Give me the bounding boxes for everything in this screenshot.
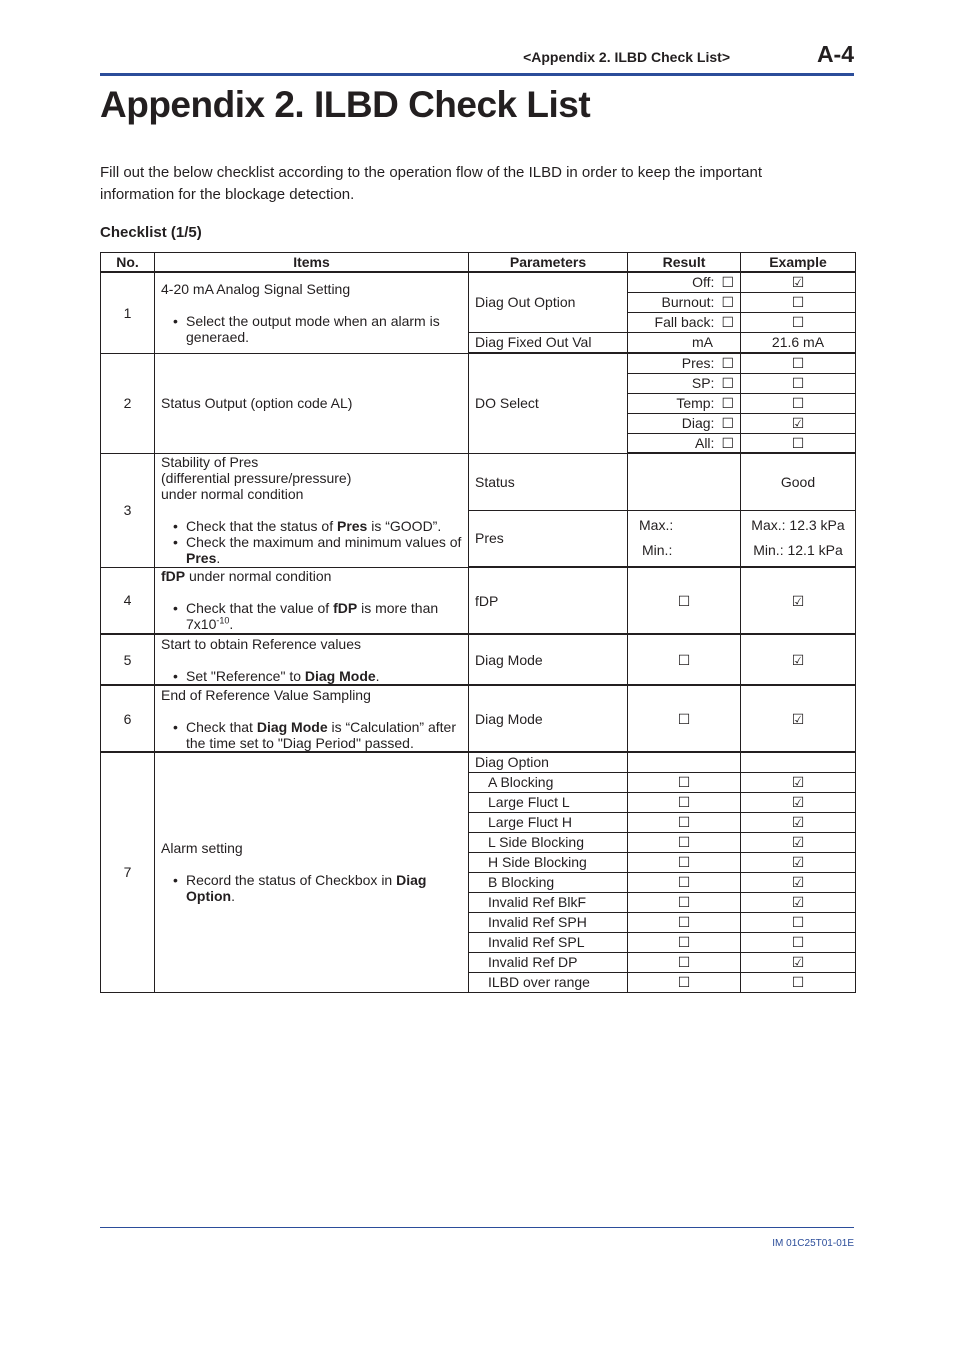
example-value: 21.6 mA bbox=[741, 332, 856, 353]
parameter-name: DO Select bbox=[469, 353, 628, 453]
checkbox-empty-icon[interactable]: ☐ bbox=[628, 567, 741, 634]
option-name: ILBD over range bbox=[469, 972, 628, 992]
min-label: Min.: bbox=[642, 542, 673, 559]
item-heading: End of Reference Value Sampling bbox=[161, 686, 371, 703]
checkbox-empty-icon[interactable]: ☐ bbox=[721, 434, 734, 451]
checkbox-empty-icon[interactable]: ☐ bbox=[721, 274, 734, 291]
example-checked-icon: ☑ bbox=[741, 872, 856, 892]
parameter-name: Diag Mode bbox=[469, 685, 628, 752]
bullet-text bbox=[173, 668, 462, 684]
row-number: 2 bbox=[101, 353, 155, 453]
bullet-text-part: Check the maximum and minimum values of bbox=[186, 534, 462, 550]
parameter-name: Diag Mode bbox=[469, 634, 628, 685]
checkbox-empty-icon[interactable]: ☐ bbox=[628, 912, 741, 932]
example-unchecked-icon: ☐ bbox=[741, 393, 856, 413]
example-unchecked-icon: ☐ bbox=[741, 312, 856, 332]
result-option[interactable] bbox=[628, 433, 741, 453]
item-description bbox=[155, 567, 469, 634]
exponent: -10 bbox=[216, 615, 230, 626]
example-checked-icon: ☑ bbox=[741, 685, 856, 752]
max-label: Max.: bbox=[639, 517, 674, 534]
item-heading: Status Output (option code AL) bbox=[161, 395, 353, 411]
result-option[interactable] bbox=[628, 272, 741, 292]
table-row bbox=[101, 453, 856, 510]
checkbox-empty-icon[interactable]: ☐ bbox=[628, 792, 741, 812]
item-description bbox=[155, 634, 469, 685]
table-row bbox=[101, 752, 856, 772]
bullet-text bbox=[173, 534, 462, 566]
bullet-text-part: . bbox=[229, 616, 234, 633]
row-number: 3 bbox=[101, 453, 155, 567]
heading-bold-term: fDP bbox=[161, 568, 186, 585]
example-blank bbox=[741, 752, 856, 772]
parameter-name: fDP bbox=[469, 567, 628, 634]
row-number: 6 bbox=[101, 685, 155, 752]
item-bullets bbox=[161, 313, 462, 345]
table-row bbox=[101, 272, 856, 292]
option-label: Off: bbox=[692, 274, 715, 291]
option-label: All: bbox=[694, 434, 715, 451]
result-option[interactable] bbox=[628, 373, 741, 393]
example-value: Good bbox=[741, 453, 856, 510]
result-minmax-field[interactable] bbox=[628, 510, 741, 567]
item-description bbox=[155, 272, 469, 353]
parameter-name: Status bbox=[469, 453, 628, 510]
option-name: Invalid Ref BlkF bbox=[469, 892, 628, 912]
table-row bbox=[101, 353, 856, 373]
checkbox-empty-icon[interactable]: ☐ bbox=[721, 294, 734, 310]
result-option[interactable] bbox=[628, 312, 741, 332]
example-checked-icon: ☑ bbox=[741, 567, 856, 634]
item-heading: Alarm setting bbox=[161, 840, 243, 857]
row-number: 1 bbox=[101, 272, 155, 353]
option-name: Invalid Ref SPL bbox=[469, 932, 628, 952]
bullet-text bbox=[173, 872, 462, 904]
bullet-bold-term: Diag Mode bbox=[256, 718, 328, 735]
item-bullets bbox=[161, 518, 462, 566]
parameter-name: Pres bbox=[469, 510, 628, 567]
option-name: B Blocking bbox=[469, 872, 628, 892]
checklist-table bbox=[100, 252, 856, 993]
item-description bbox=[155, 752, 469, 992]
parameter-name: Diag Fixed Out Val bbox=[469, 332, 628, 353]
parameter-name: Diag Option bbox=[469, 752, 628, 772]
footer-rule bbox=[100, 1227, 854, 1228]
bullet-bold-term: fDP bbox=[333, 600, 358, 617]
item-bullets bbox=[161, 872, 462, 904]
option-label: Pres: bbox=[681, 355, 715, 372]
bullet-text-part: . bbox=[231, 888, 235, 905]
checkbox-empty-icon[interactable]: ☐ bbox=[628, 852, 741, 872]
example-checked-icon: ☑ bbox=[741, 832, 856, 852]
table-row bbox=[101, 685, 856, 752]
checkbox-empty-icon[interactable]: ☐ bbox=[628, 972, 741, 992]
bullet-bold-term: Pres bbox=[186, 550, 217, 566]
example-checked-icon: ☑ bbox=[741, 792, 856, 812]
bullet-text-part: Check that bbox=[186, 718, 257, 735]
checkbox-empty-icon[interactable]: ☐ bbox=[628, 634, 741, 685]
bullet-bold-term: Diag Mode bbox=[304, 667, 376, 684]
bullet-text-part: Check that the value of bbox=[186, 600, 334, 617]
bullet-text-part: . bbox=[216, 550, 221, 566]
bullet-text-part: Set "Reference" to bbox=[186, 667, 305, 684]
option-name: Large Fluct H bbox=[469, 812, 628, 832]
result-option[interactable] bbox=[628, 413, 741, 433]
bullet-text bbox=[173, 600, 462, 632]
footer-doc-id: IM 01C25T01-01E bbox=[772, 1238, 854, 1249]
example-checked-icon: ☑ bbox=[741, 413, 856, 433]
example-checked-icon: ☑ bbox=[741, 812, 856, 832]
item-heading-line: under normal condition bbox=[161, 486, 304, 502]
item-bullets bbox=[161, 668, 462, 684]
bullet-bold-term: Pres bbox=[336, 518, 368, 534]
item-description bbox=[155, 453, 469, 567]
example-checked-icon: ☑ bbox=[741, 892, 856, 912]
checkbox-empty-icon[interactable]: ☐ bbox=[721, 375, 734, 391]
result-option[interactable] bbox=[628, 353, 741, 373]
result-option[interactable] bbox=[628, 393, 741, 413]
table-row bbox=[101, 634, 856, 685]
example-checked-icon: ☑ bbox=[741, 952, 856, 972]
heading-text-part: under normal condition bbox=[185, 568, 332, 585]
option-name: Large Fluct L bbox=[469, 792, 628, 812]
option-name: H Side Blocking bbox=[469, 852, 628, 872]
checkbox-empty-icon[interactable]: ☐ bbox=[628, 932, 741, 952]
checkbox-empty-icon[interactable]: ☐ bbox=[721, 314, 734, 330]
result-unit-field[interactable]: mA bbox=[628, 332, 741, 353]
example-min-value: Min.: 12.1 kPa bbox=[753, 542, 843, 559]
example-unchecked-icon: ☐ bbox=[741, 972, 856, 992]
option-name: A Blocking bbox=[469, 772, 628, 792]
col-parameters-header: Parameters bbox=[469, 253, 628, 273]
checkbox-empty-icon[interactable]: ☐ bbox=[628, 892, 741, 912]
item-bullets bbox=[161, 600, 462, 632]
checkbox-empty-icon[interactable]: ☐ bbox=[628, 772, 741, 792]
header-rule bbox=[100, 73, 854, 76]
item-description bbox=[155, 685, 469, 752]
example-unchecked-icon: ☐ bbox=[741, 912, 856, 932]
option-label: Temp: bbox=[676, 395, 715, 411]
checklist-title: Checklist (1/5) bbox=[100, 224, 202, 241]
example-unchecked-icon: ☐ bbox=[741, 353, 856, 373]
parameter-name: Diag Out Option bbox=[469, 272, 628, 332]
example-checked-icon: ☑ bbox=[741, 852, 856, 872]
example-unchecked-icon: ☐ bbox=[741, 433, 856, 453]
option-name: Invalid Ref DP bbox=[469, 952, 628, 972]
checkbox-empty-icon[interactable]: ☐ bbox=[721, 355, 734, 372]
bullet-bold-term: Diag Option bbox=[186, 872, 427, 905]
table-header-row bbox=[101, 253, 856, 273]
row-number: 7 bbox=[101, 752, 155, 992]
result-option[interactable] bbox=[628, 292, 741, 312]
example-max-value: Max.: 12.3 kPa bbox=[751, 517, 845, 534]
result-blank bbox=[628, 752, 741, 772]
item-description bbox=[155, 353, 469, 453]
intro-paragraph: Fill out the below checklist according to the operation flow of the ILBD in order to keep the important information for the blockage detection. bbox=[100, 164, 763, 203]
col-result-header: Result bbox=[628, 253, 741, 273]
page-header bbox=[100, 40, 854, 72]
item-heading: Start to obtain Reference values bbox=[161, 635, 362, 652]
page-title: Appendix 2. ILBD Check List bbox=[100, 84, 591, 125]
bullet-text-part: Record the status of Checkbox in bbox=[186, 872, 397, 889]
example-checked-icon: ☑ bbox=[741, 634, 856, 685]
bullet-text-part: . bbox=[375, 667, 380, 684]
checkbox-empty-icon[interactable]: ☐ bbox=[628, 812, 741, 832]
result-status-field[interactable] bbox=[628, 453, 741, 510]
option-name: Invalid Ref SPH bbox=[469, 912, 628, 932]
option-label: SP: bbox=[691, 375, 715, 391]
checkbox-empty-icon[interactable]: ☐ bbox=[628, 685, 741, 752]
checkbox-empty-icon[interactable]: ☐ bbox=[628, 832, 741, 852]
item-heading-line: Stability of Pres bbox=[161, 454, 259, 470]
example-checked-icon: ☑ bbox=[741, 772, 856, 792]
bullet-text-part: is “GOOD”. bbox=[367, 518, 442, 534]
item-heading bbox=[161, 568, 462, 584]
row-number: 4 bbox=[101, 567, 155, 634]
bullet-text-part: is “Calculation” after the time set to "Diag Period" passed. bbox=[186, 718, 456, 751]
example-unchecked-icon: ☐ bbox=[741, 932, 856, 952]
option-name: L Side Blocking bbox=[469, 832, 628, 852]
col-example-header: Example bbox=[741, 253, 856, 273]
option-label: Diag: bbox=[681, 415, 715, 431]
checkbox-empty-icon[interactable]: ☐ bbox=[721, 415, 734, 431]
checkbox-empty-icon[interactable]: ☐ bbox=[628, 872, 741, 892]
table-row bbox=[101, 567, 856, 634]
item-heading: 4-20 mA Analog Signal Setting bbox=[161, 280, 351, 297]
col-no-header: No. bbox=[101, 253, 155, 273]
item-bullets bbox=[161, 719, 462, 751]
example-unchecked-icon: ☐ bbox=[741, 292, 856, 312]
header-page-number: A-4 bbox=[816, 41, 854, 67]
bullet-text-part: is more than 7x10 bbox=[186, 600, 439, 633]
bullet-text-part: Check that the status of bbox=[186, 518, 337, 534]
col-items-header: Items bbox=[155, 253, 469, 273]
example-unchecked-icon: ☐ bbox=[741, 373, 856, 393]
bullet-text bbox=[173, 518, 462, 534]
item-heading-line: (differential pressure/pressure) bbox=[161, 470, 352, 486]
example-minmax bbox=[741, 510, 856, 567]
example-checked-icon: ☑ bbox=[741, 272, 856, 292]
checkbox-empty-icon[interactable]: ☐ bbox=[628, 952, 741, 972]
bullet-text bbox=[173, 719, 462, 751]
checkbox-empty-icon[interactable]: ☐ bbox=[721, 395, 734, 411]
row-number: 5 bbox=[101, 634, 155, 685]
bullet-text: • Select the output mode when an alarm is generaed. bbox=[173, 313, 462, 345]
header-section-title: <Appendix 2. ILBD Check List> bbox=[523, 49, 730, 65]
option-label: Fall back: bbox=[654, 314, 715, 330]
option-label: Burnout: bbox=[661, 294, 715, 310]
